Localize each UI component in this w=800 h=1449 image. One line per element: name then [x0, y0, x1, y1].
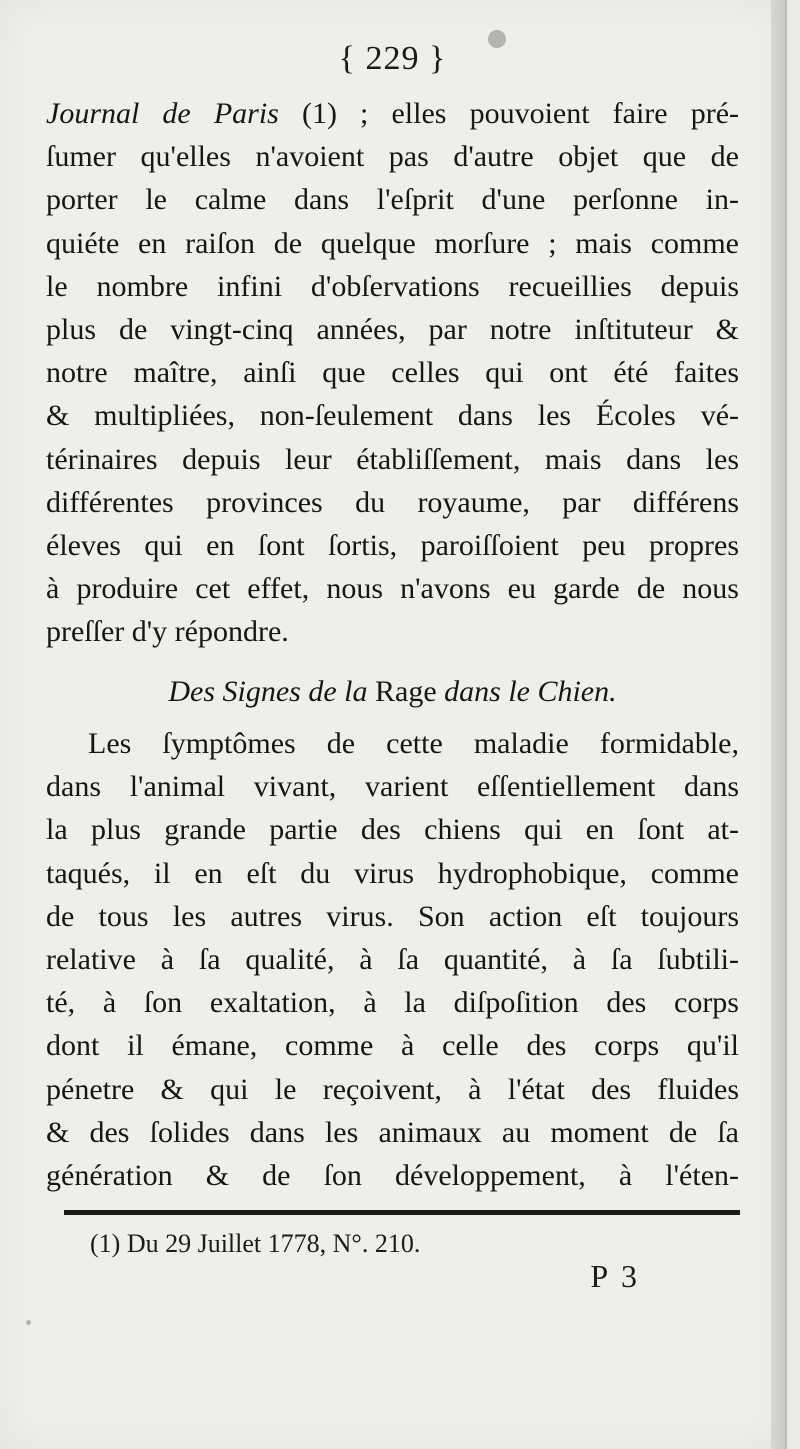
text-line: dans l'animal vivant, varient eſſentiellement dans — [46, 770, 739, 804]
page-edge-shadow — [771, 0, 785, 1449]
text-line-content: (1) ; elles pouvoient faire pré- — [301, 97, 739, 130]
paper-speck — [26, 1320, 31, 1325]
heading-part: Des Signes de la — [168, 675, 368, 708]
text-line: pénetre & qui le reçoivent, à l'état des fluides — [46, 1072, 739, 1106]
footnote-rule — [64, 1210, 740, 1215]
text-line: plus de vingt-cinq années, par notre inſtituteur & — [46, 312, 739, 346]
text-line: à produire cet effet, nous n'avons eu garde de nous — [46, 572, 739, 606]
text-line — [46, 92, 739, 135]
paper-stain — [488, 30, 506, 48]
text-line: & multipliées, non-ſeulement dans les Écoles vé- — [46, 399, 739, 433]
text-line: la plus grande partie des chiens qui en ſont at- — [46, 813, 739, 847]
heading-part: Rage — [375, 675, 437, 708]
page-number: { 229 } — [338, 40, 447, 77]
footnote: (1) Du 29 Juillet 1778, N°. 210. — [90, 1229, 421, 1258]
text-line: & des ſolides dans les animaux au moment de ſa — [46, 1115, 739, 1149]
text-line: ſumer qu'elles n'avoient pas d'autre objet que de — [46, 140, 739, 174]
text-line: génération & de ſon développement, à l'éten- — [46, 1158, 739, 1192]
text-line: le nombre infini d'obſervations recueillies depuis — [46, 269, 739, 303]
journal-title: Journal de Paris — [46, 97, 279, 130]
paragraph-2 — [46, 722, 739, 1197]
text-line: différentes provinces du royaume, par différens — [46, 485, 739, 519]
heading-part: dans le Chien. — [444, 675, 617, 708]
text-line: térinaires depuis leur établiſſement, mais dans les — [46, 442, 739, 476]
signature-mark: P 3 — [590, 1258, 640, 1294]
text-line: de tous les autres virus. Son action eſt toujours — [46, 899, 739, 933]
text-line: preſſer d'y répondre. — [46, 615, 289, 649]
text-line: taqués, il en eſt du virus hydrophobique, comme — [46, 856, 739, 890]
text-line: té, à ſon exaltation, à la diſpoſition des corps — [46, 986, 739, 1020]
text-line: Les ſymptômes de cette maladie formidable, — [88, 727, 739, 760]
paragraph-1 — [46, 92, 739, 653]
text-line: dont il émane, comme à celle des corps qu'il — [46, 1029, 739, 1063]
text-line: quiéte en raiſon de quelque morſure ; mais comme — [46, 226, 739, 260]
section-heading — [0, 670, 785, 713]
text-line: éleves qui en ſont ſortis, paroiſſoient peu propres — [46, 528, 739, 562]
text-line: relative à ſa qualité, à ſa quantité, à ſa ſubtili- — [46, 942, 739, 976]
text-line: notre maître, ainſi que celles qui ont été faites — [46, 356, 739, 390]
text-line: porter le calme dans l'eſprit d'une perſonne in- — [46, 183, 739, 217]
